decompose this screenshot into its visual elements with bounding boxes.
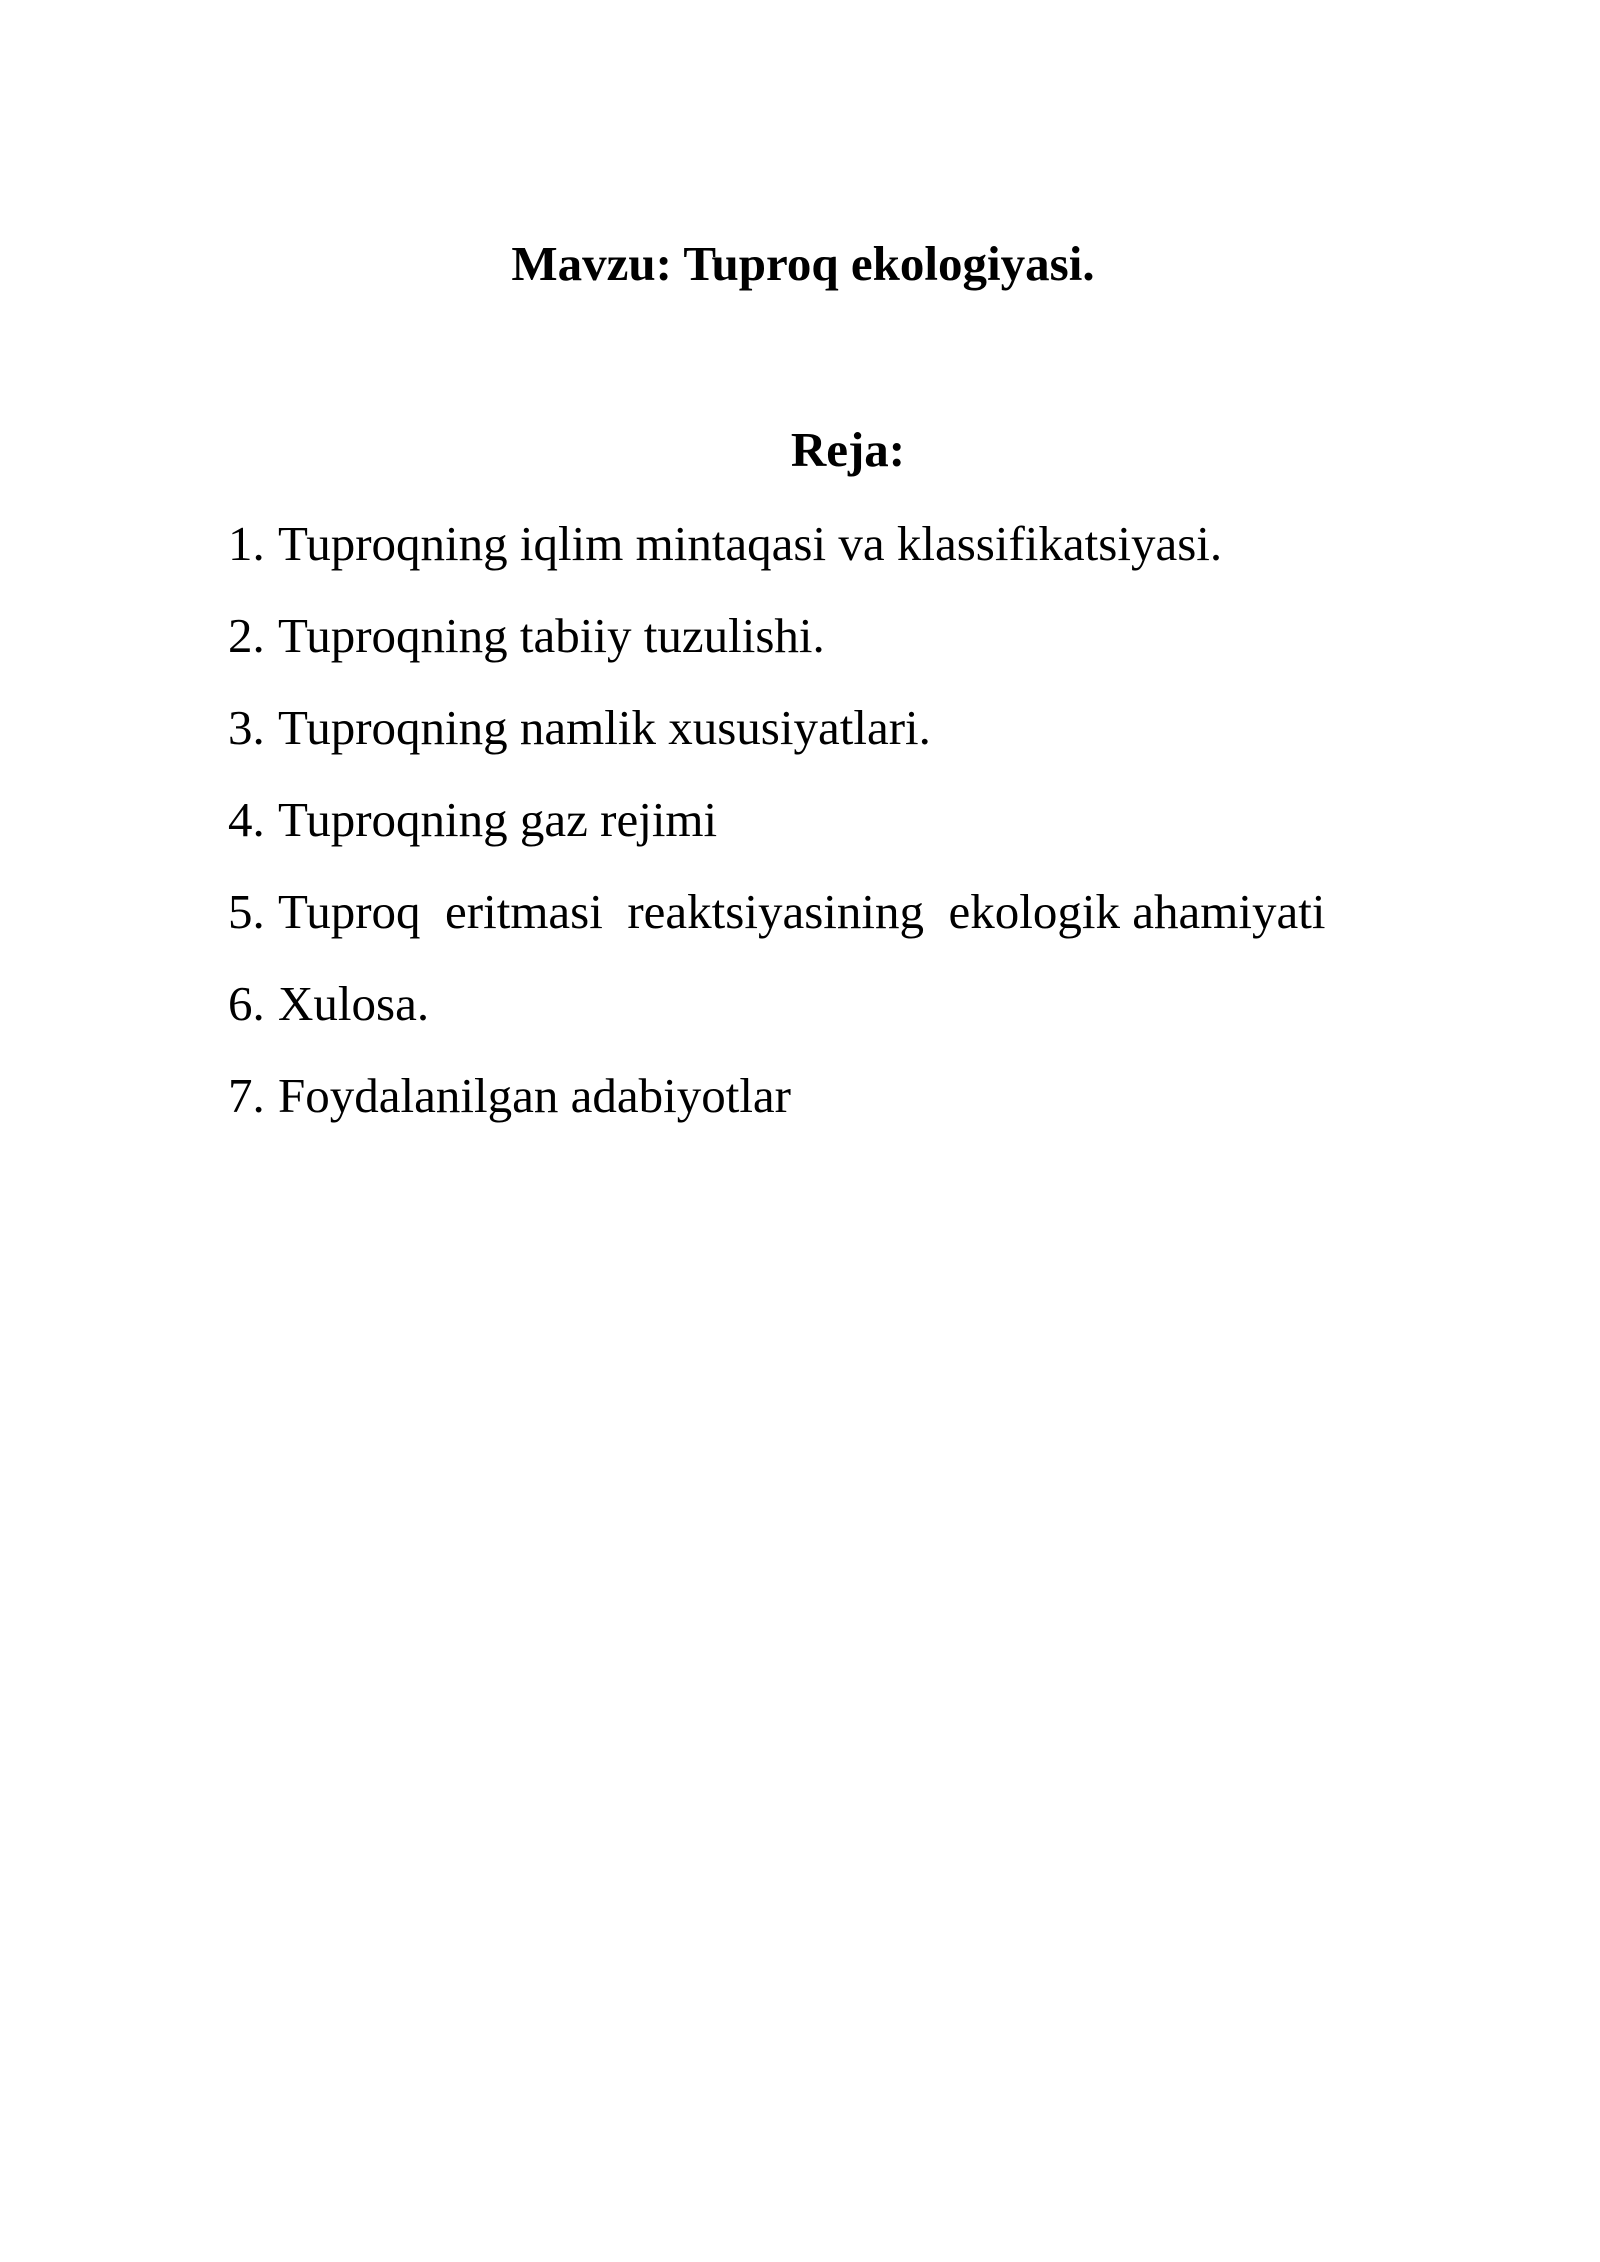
- plan-item-number: 2.: [228, 608, 265, 663]
- plan-list: [228, 508, 1528, 1152]
- plan-item-text: Tuproq eritmasi reaktsiyasining ekologik ahamiyati: [278, 884, 1326, 939]
- plan-item-number: 4.: [228, 792, 265, 847]
- plan-item-number: 3.: [228, 700, 265, 755]
- plan-item: [228, 876, 1528, 968]
- plan-heading: Reja:: [790, 422, 906, 477]
- plan-item-number: 6.: [228, 976, 265, 1031]
- plan-item-text: Foydalanilgan adabiyotlar: [278, 1068, 791, 1123]
- plan-item-number: 7.: [228, 1068, 265, 1123]
- plan-item-text: Tuproqning gaz rejimi: [278, 792, 718, 847]
- plan-item-text: Xulosa.: [278, 976, 430, 1031]
- document-title: Mavzu: Tuproq ekologiyasi.: [511, 236, 1095, 291]
- plan-item-text: Tuproqning iqlim mintaqasi va klassifikatsiyasi.: [278, 516, 1223, 571]
- plan-item: [228, 968, 1528, 1060]
- plan-item: [228, 1060, 1528, 1152]
- plan-item: [228, 508, 1528, 600]
- plan-item-number: 1.: [228, 516, 265, 571]
- plan-item: [228, 692, 1528, 784]
- plan-item: [228, 600, 1528, 692]
- plan-item-text: Tuproqning namlik xususiyatlari.: [278, 700, 931, 755]
- plan-item: [228, 784, 1528, 876]
- plan-item-number: 5.: [228, 884, 265, 939]
- plan-item-text: Tuproqning tabiiy tuzulishi.: [278, 608, 825, 663]
